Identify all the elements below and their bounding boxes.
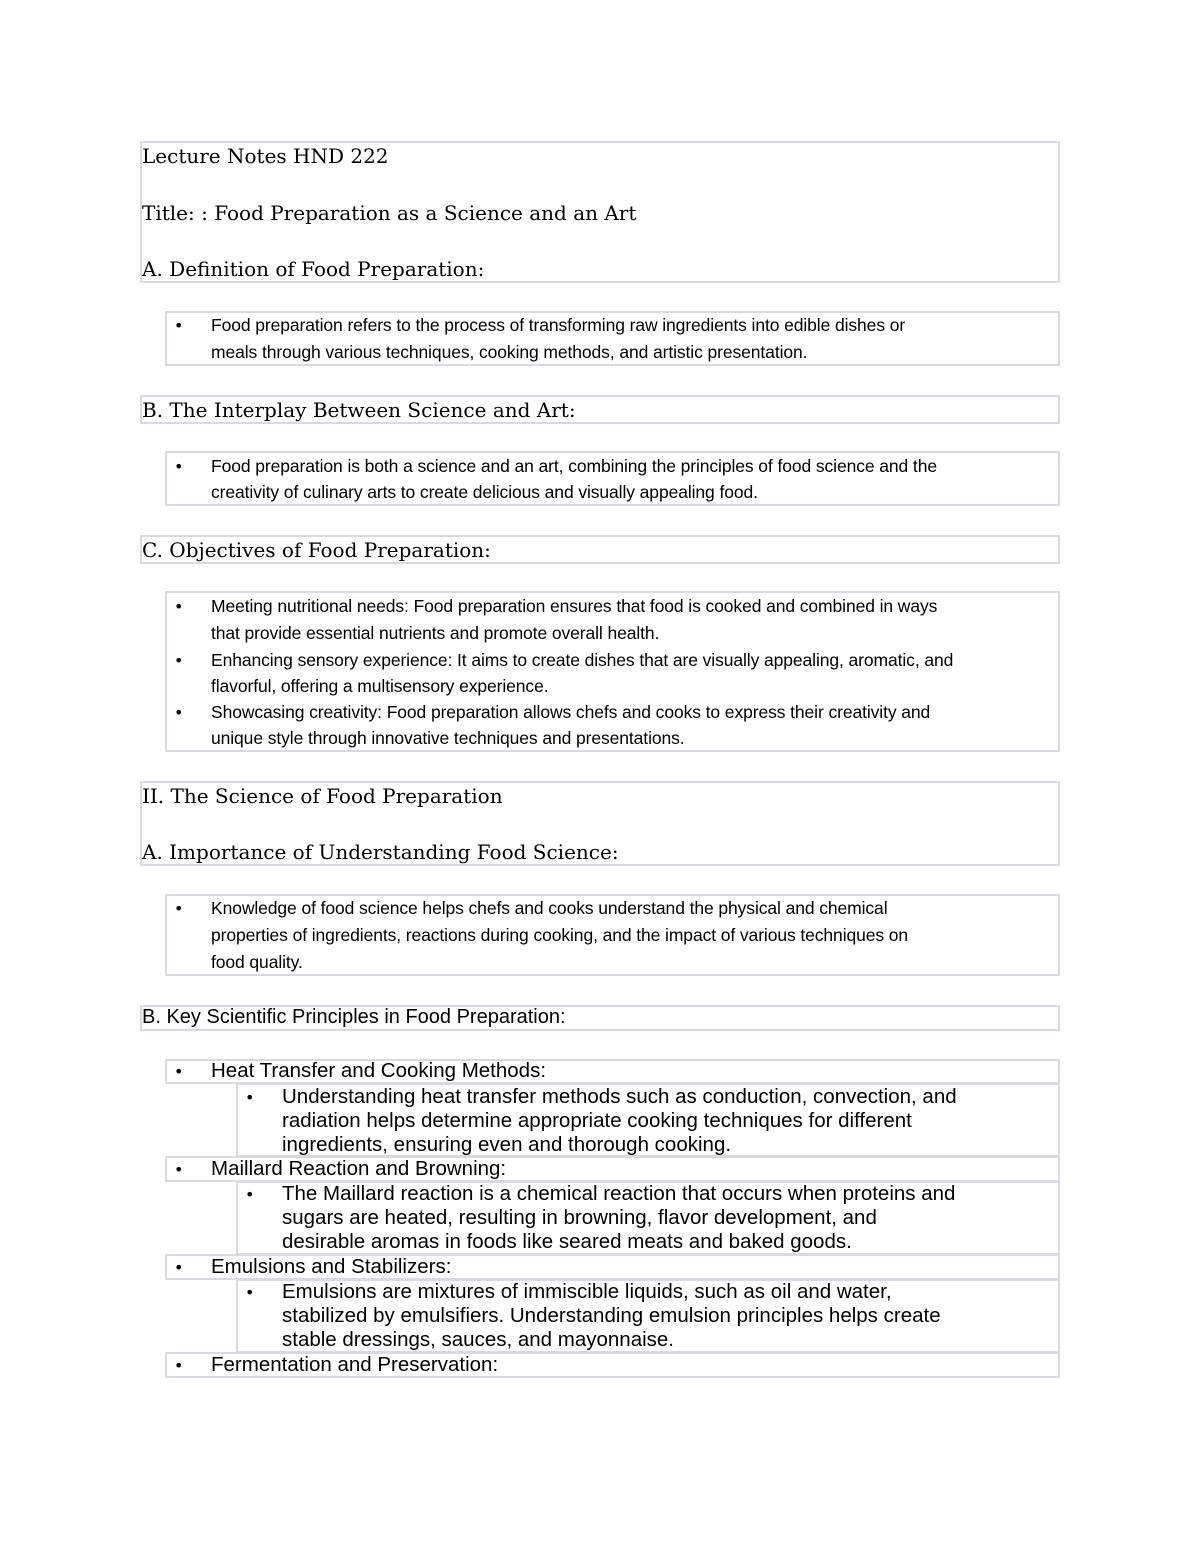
bullet-icon: • — [174, 899, 184, 918]
principle-detail-line: ingredients, ensuring even and thorough cooking. — [282, 1133, 732, 1156]
bullet-icon: • — [245, 1088, 255, 1107]
objective-line: that provide essential nutrients and promote overall health. — [211, 623, 660, 643]
principle-title: Heat Transfer and Cooking Methods: — [211, 1059, 547, 1082]
principle-detail-line: sugars are heated, resulting in browning, flavor development, and — [282, 1206, 877, 1229]
interplay-line: Food preparation is both a science and an art, combining the principles of food science and the — [211, 456, 937, 476]
key-principles-heading: B. Key Scientific Principles in Food Preparation: — [142, 1006, 566, 1028]
bullet-icon: • — [174, 1062, 184, 1081]
section-c-heading: C. Objectives of Food Preparation: — [142, 538, 491, 562]
section-b-heading: B. The Interplay Between Science and Art: — [142, 398, 576, 422]
bullet-icon: • — [174, 316, 184, 335]
importance-line: properties of ingredients, reactions during cooking, and the impact of various techniques on — [211, 925, 909, 945]
principle-detail-line: stable dressings, sauces, and mayonnaise. — [282, 1328, 675, 1351]
bullet-icon: • — [174, 457, 184, 476]
bullet-icon: • — [245, 1283, 255, 1302]
part-ii-heading: II. The Science of Food Preparation — [142, 784, 503, 808]
importance-heading: A. Importance of Understanding Food Science: — [142, 840, 619, 864]
principle-detail-line: radiation helps determine appropriate cooking techniques for different — [282, 1109, 912, 1132]
interplay-line: creativity of culinary arts to create delicious and visually appealing food. — [211, 482, 758, 502]
objective-line: unique style through innovative techniques and presentations. — [211, 728, 685, 748]
importance-line: Knowledge of food science helps chefs and cooks understand the physical and chemical — [211, 898, 888, 918]
principle-detail-line: Understanding heat transfer methods such as conduction, convection, and — [282, 1085, 957, 1108]
importance-line: food quality. — [211, 952, 303, 972]
page-title: Title: : Food Preparation as a Science and an Art — [142, 201, 637, 225]
bullet-icon: • — [174, 597, 184, 616]
bullet-icon: • — [174, 1356, 184, 1375]
bullet-icon: • — [245, 1185, 255, 1204]
definition-line: Food preparation refers to the process of transforming raw ingredients into edible dishes or — [211, 315, 906, 335]
objective-line: flavorful, offering a multisensory experience. — [211, 676, 549, 696]
bullet-icon: • — [174, 1160, 184, 1179]
objective-line: Meeting nutritional needs: Food preparation ensures that food is cooked and combined in ways — [211, 596, 938, 616]
principle-title: Maillard Reaction and Browning: — [211, 1157, 507, 1180]
principle-detail-line: The Maillard reaction is a chemical reaction that occurs when proteins and — [282, 1182, 956, 1205]
principle-title: Emulsions and Stabilizers: — [211, 1255, 452, 1278]
section-a-heading: A. Definition of Food Preparation: — [142, 257, 485, 281]
course-label: Lecture Notes HND 222 — [142, 144, 389, 168]
bullet-icon: • — [174, 651, 184, 670]
principle-detail-line: stabilized by emulsifiers. Understanding emulsion principles helps create — [282, 1304, 941, 1327]
bullet-icon: • — [174, 703, 184, 722]
objective-line: Enhancing sensory experience: It aims to create dishes that are visually appealing, aromatic, and — [211, 650, 954, 670]
bullet-icon: • — [174, 1258, 184, 1277]
principle-detail-line: desirable aromas in foods like seared meats and baked goods. — [282, 1230, 852, 1253]
principle-detail-line: Emulsions are mixtures of immiscible liquids, such as oil and water, — [282, 1280, 892, 1303]
principle-title: Fermentation and Preservation: — [211, 1353, 499, 1376]
definition-line: meals through various techniques, cooking methods, and artistic presentation. — [211, 342, 808, 362]
objective-line: Showcasing creativity: Food preparation allows chefs and cooks to express their creativity and — [211, 702, 931, 722]
